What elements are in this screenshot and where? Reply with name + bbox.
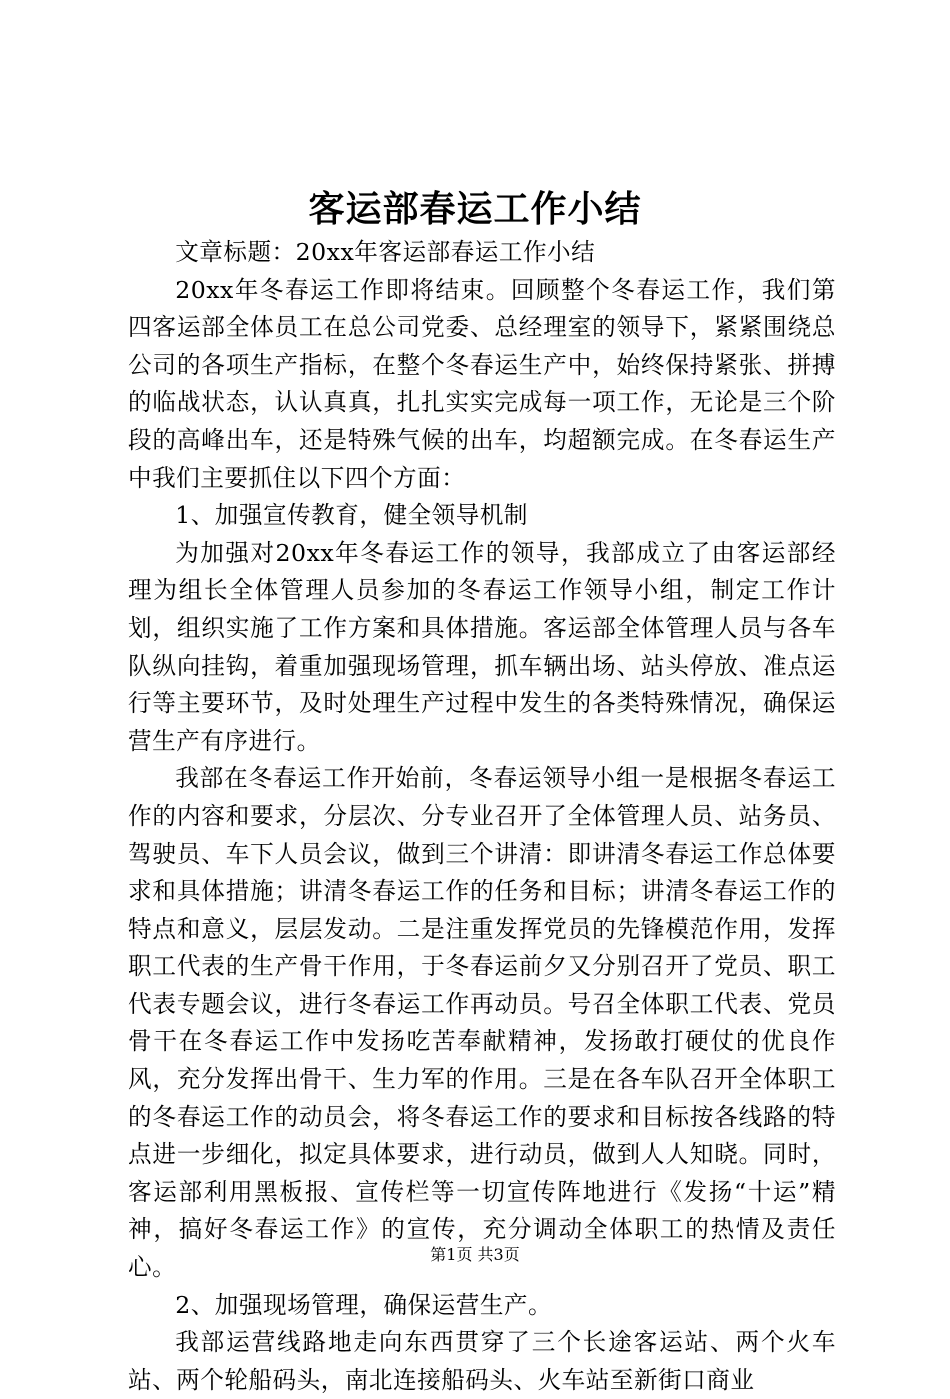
page-number-footer: 第1页 共3页 bbox=[430, 1245, 520, 1264]
article-title-line: 文章标题：20xx年客运部春运工作小结 bbox=[175, 238, 596, 266]
body-paragraph: 为加强对20xx年冬春运工作的领导，我部成立了由客运部经理为组长全体管理人员参加的冬春运工作领导小组，制定工作计划，组织实施了工作方案和具体措施。客运部全体管理人员与各车队纵向挂钩，着重加强现场管理，抓车辆出场、站头停放、准点运行等主要环节，及时处理生产过程中发生的各类特殊情况，确保运营生产有序进行。 bbox=[128, 538, 836, 755]
section-heading-1: 1、加强宣传教育，健全领导机制 bbox=[175, 501, 529, 530]
document-title: 客运部春运工作小结 bbox=[308, 188, 642, 230]
body-paragraph: 我部运营线路地走向东西贯穿了三个长途客运站、两个火车站、两个轮船码头，南北连接船码头、火车站至新街口商业 bbox=[128, 1328, 836, 1394]
document-body bbox=[128, 234, 836, 1399]
section-heading-2: 2、加强现场管理，确保运营生产。 bbox=[175, 1290, 553, 1319]
body-paragraph: 我部在冬春运工作开始前，冬春运领导小组一是根据冬春运工作的内容和要求，分层次、分专业召开了全体管理人员、站务员、驾驶员、车下人员会议，做到三个讲清：即讲清冬春运工作总体要求和具体措施；讲清冬春运工作的任务和目标；讲清冬春运工作的特点和意义，层层发动。二是注重发挥党员的先锋模范作用，发挥职工代表的生产骨干作用，于冬春运前夕又分别召开了党员、职工代表专题会议，进行冬春运工作再动员。号召全体职工代表、党员骨干在冬春运工作中发扬吃苦奉献精神，发扬敢打硬仗的优良作风，充分发挥出骨干、生力军的作用。三是在各车队召开全体职工的冬春运工作的动员会，将冬春运工作的要求和目标按各线路的特点进一步细化，拟定具体要求，进行动员，做到人人知晓。同时，客运部利用黑板报、宣传栏等一切宣传阵地进行《发扬“十运”精神，搞好冬春运工作》的宣传，充分调动全体职工的热情及责任心。 bbox=[128, 764, 836, 1282]
intro-paragraph: 20xx年冬春运工作即将结束。回顾整个冬春运工作，我们第四客运部全体员工在总公司党委、总经理室的领导下，紧紧围绕总公司的各项生产指标，在整个冬春运生产中，始终保持紧张、拼搏的临战状态，认认真真，扎扎实实完成每一项工作，无论是三个阶段的高峰出车，还是特殊气候的出车，均超额完成。在冬春运生产中我们主要抓住以下四个方面： bbox=[128, 275, 836, 492]
